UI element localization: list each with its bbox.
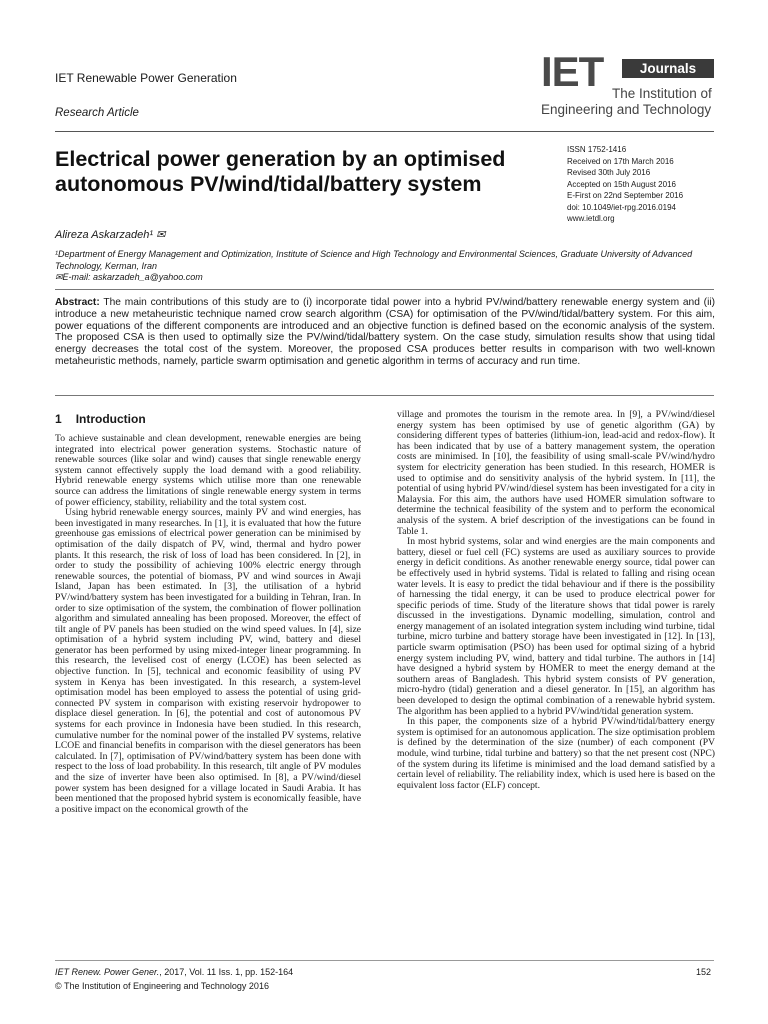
article-type: Research Article [55, 107, 139, 119]
efirst-date: E-First on 22nd September 2016 [567, 191, 684, 200]
iet-logo-icon: IET [541, 48, 604, 95]
article-metadata [567, 144, 683, 225]
left-column [55, 410, 361, 815]
revised-date: Revised 30th July 2016 [567, 168, 651, 177]
accepted-date: Accepted on 15th August 2016 [567, 179, 676, 189]
paragraph: In this paper, the components size of a hybrid PV/wind/tidal/battery energy system is optimised for an autonomous application. The size optimisation problem is defined by the determination of the size (number) of each component (PV module, wind turbine, tidal turbine and battery) so that the net present cost (NPC) of the system during its lifetime is minimised and the load demand satisfied by a certain level of reliability. The reliability index, which is used here is based on the equivalent loss factor (ELF) concept. [397, 716, 715, 791]
author-affiliation: ¹Department of Energy Management and Optimization, Institute of Science and High Technology and Environmental Sciences, Graduate University of Advanced Technology, Kerman, Iran [55, 249, 693, 271]
abstract-bottom-divider [55, 395, 714, 396]
footer-volume-info: , 2017, Vol. 11 Iss. 1, pp. 152-164 [159, 967, 294, 977]
abstract-text: The main contributions of this study are to (i) incorporate tidal power into a hybrid PV/wind/battery renewable energy system and (ii) introduce a new metaheuristic technique named crow search algorithm (CSA) for optimisation of the PV/wind/tidal/battery system. For this aim, power equations of the different components are introduced and an objective function is defined based on the economic analysis of the system. The proposed CSA is then used to optimally size the PV/wind/tidal/battery system. On the case study, simulation results show that using tidal energy decreases the total cost of the system. Moreover, the proposed CSA produces better results in comparison with two well-known metaheuristic methods, namely, particle swarm optimisation and genetic algorithm in terms of accuracy and run time. [55, 297, 715, 367]
abstract-top-divider [55, 289, 714, 290]
journals-badge: Journals [622, 59, 714, 78]
page-number: 152 [696, 967, 712, 977]
institution-name-line1: The Institution of [612, 86, 712, 101]
doi[interactable]: doi: 10.1049/iet-rpg.2016.0194 [567, 202, 676, 212]
paragraph: In most hybrid systems, solar and wind energies are the main components and battery, diesel or fuel cell (FC) systems are used as auxiliary sources to provide energy in deficit conditions. As another renewable energy source, tidal power can be effectively used in hybrid systems. Tidal is related to falling and rising ocean water levels. It is easy to predict the tidal behaviour and if there is the possibility of harnessing the tidal energy, it can be used to produce electrical power for specific periods of time. Study of the literature shows that tidal power is rarely discussed in the investigations. Dynamic modelling, simulation, control and energy management of an isolated integration system including wind turbine, tidal turbine, micro turbine and battery storage have been investigated in [12]. In [13], particle swarm optimisation (PSO) has been used for optimal sizing of a hybrid energy system including PV, wind, battery and tidal turbine. The authors in [14] have designed a hybrid system by HOMER to meet the energy demand at the southern areas of Bangladesh. This hybrid system consists of PV generation, micro-hydro (tidal) generation and a diesel generator. In [15], an algorithm has been developed to design the optimal combination of a renewable hybrid system. The algorithm has been applied to a hybrid PV/wind/tidal generation system. [397, 536, 715, 717]
paragraph: village and promotes the tourism in the remote area. In [9], a PV/wind/diesel energy system has been optimised by use of genetic algorithm (GA) by considering different types of batteries (lithium-ion, lead-acid and redox-flow). It has been indicated that by use of a battery management system, the operation costs are minimised. In [10], the feasibility of using small-scale PV/wind/hydro system for electricity generation has been studied. In this research, HOMER is used to optimise and do sensitivity analysis of the hybrid system. In [11], the potential of using hybrid PV/wind/diesel system has been investigated for a city in Malaysia. For this aim, the authors have used HOMER simulation software to determine the technical feasibility of the system and to perform the economical analysis of the system. A brief description of the investigations can be found in Table 1. [397, 409, 715, 537]
received-date: Received on 17th March 2016 [567, 156, 674, 166]
paragraph: Using hybrid renewable energy sources, mainly PV and wind energies, has been investigated in many researches. In [1], it is evaluated that how the future greenhouse gas emissions of electrical power generation can be minimised by optimisation of the daily dispatch of PV, wind, thermal and hydro power plants. It this research, the risk of loss of load has been considered. In [2], in order to study the possibility of achieving 100% electric energy through renewable sources, the potential of biomass, PV and wind sources in Awaji Island, Japan has been estimated. In [3], the utilisation of a hybrid PV/wind/battery system has been investigated for a building in Tehran, Iran. In order to size optimisation of the system, the combination of flower pollination algorithm and simulated annealing has been proposed. Moreover, the effect of tilt angle of PV panels has been studied on the wind speed values. In [4], size optimisation of a hybrid system including PV, wind, battery and diesel generator has been performed by using mixed-integer linear programming. In this research, the levelised cost of energy (LCOE) has been selected as objective function. In [5], technical and economic feasibility of using PV system in Kenya has been investigated. In this research, a system-level optimisation model has been employed to assess the potential of using grid-connected PV system in comparison with existing reservoir hydropower to displace diesel generation. In [6], the potential and cost of autonomous PV systems for each province in Indonesia have been studied. In this research, cumulative number for the nominal power of the installed PV systems, relative LCOE and financial benefits in comparison with the diesel generators has been calculated. In [7], optimisation of PV/wind/battery system has been done with respect to the loss of load probability. In this research, tilt angle of PV modules and the size of inverter have been also optimised. In [8], a PV/wind/diesel power system has been designed for a village located in Saudi Arabia. It has been mentioned that the proposed hybrid system is economically feasible, have a positive impact on the economical growth of the [55, 507, 361, 815]
paragraph: To achieve sustainable and clean development, renewable energies are being integrated into electrical power generation systems. Stochastic nature of renewable sources (like solar and wind) causes that single renewable energy system cannot effectively supply the load demand with a good reliability. Hybrid renewable energy systems which utilise more than one renewable source can address the limitations of single renewable energy system in terms of power efficiency, stability, reliability and the total system cost. [55, 433, 361, 508]
footer-citation [55, 967, 293, 977]
footer-divider [55, 960, 714, 961]
section-title: Introduction [75, 412, 146, 426]
journal-name: IET Renewable Power Generation [55, 71, 237, 85]
author-email[interactable]: ✉E-mail: askarzadeh_a@yahoo.com [55, 272, 203, 282]
footer-journal-abbrev: IET Renew. Power Gener. [55, 967, 160, 977]
article-title: Electrical power generation by an optimised autonomous PV/wind/tidal/battery system [55, 147, 506, 196]
section-heading [55, 412, 361, 426]
footer-copyright: © The Institution of Engineering and Technology 2016 [55, 981, 269, 991]
right-column [397, 410, 715, 791]
abstract [55, 297, 715, 368]
section-number: 1 [55, 412, 62, 426]
institution-name-line2: Engineering and Technology [541, 102, 712, 117]
website-link[interactable]: www.ietdl.org [567, 214, 615, 223]
header-divider [55, 131, 714, 132]
author-name: Alireza Askarzadeh¹ ✉ [55, 229, 166, 241]
issn: ISSN 1752-1416 [567, 145, 627, 154]
abstract-label: Abstract: [55, 297, 100, 308]
